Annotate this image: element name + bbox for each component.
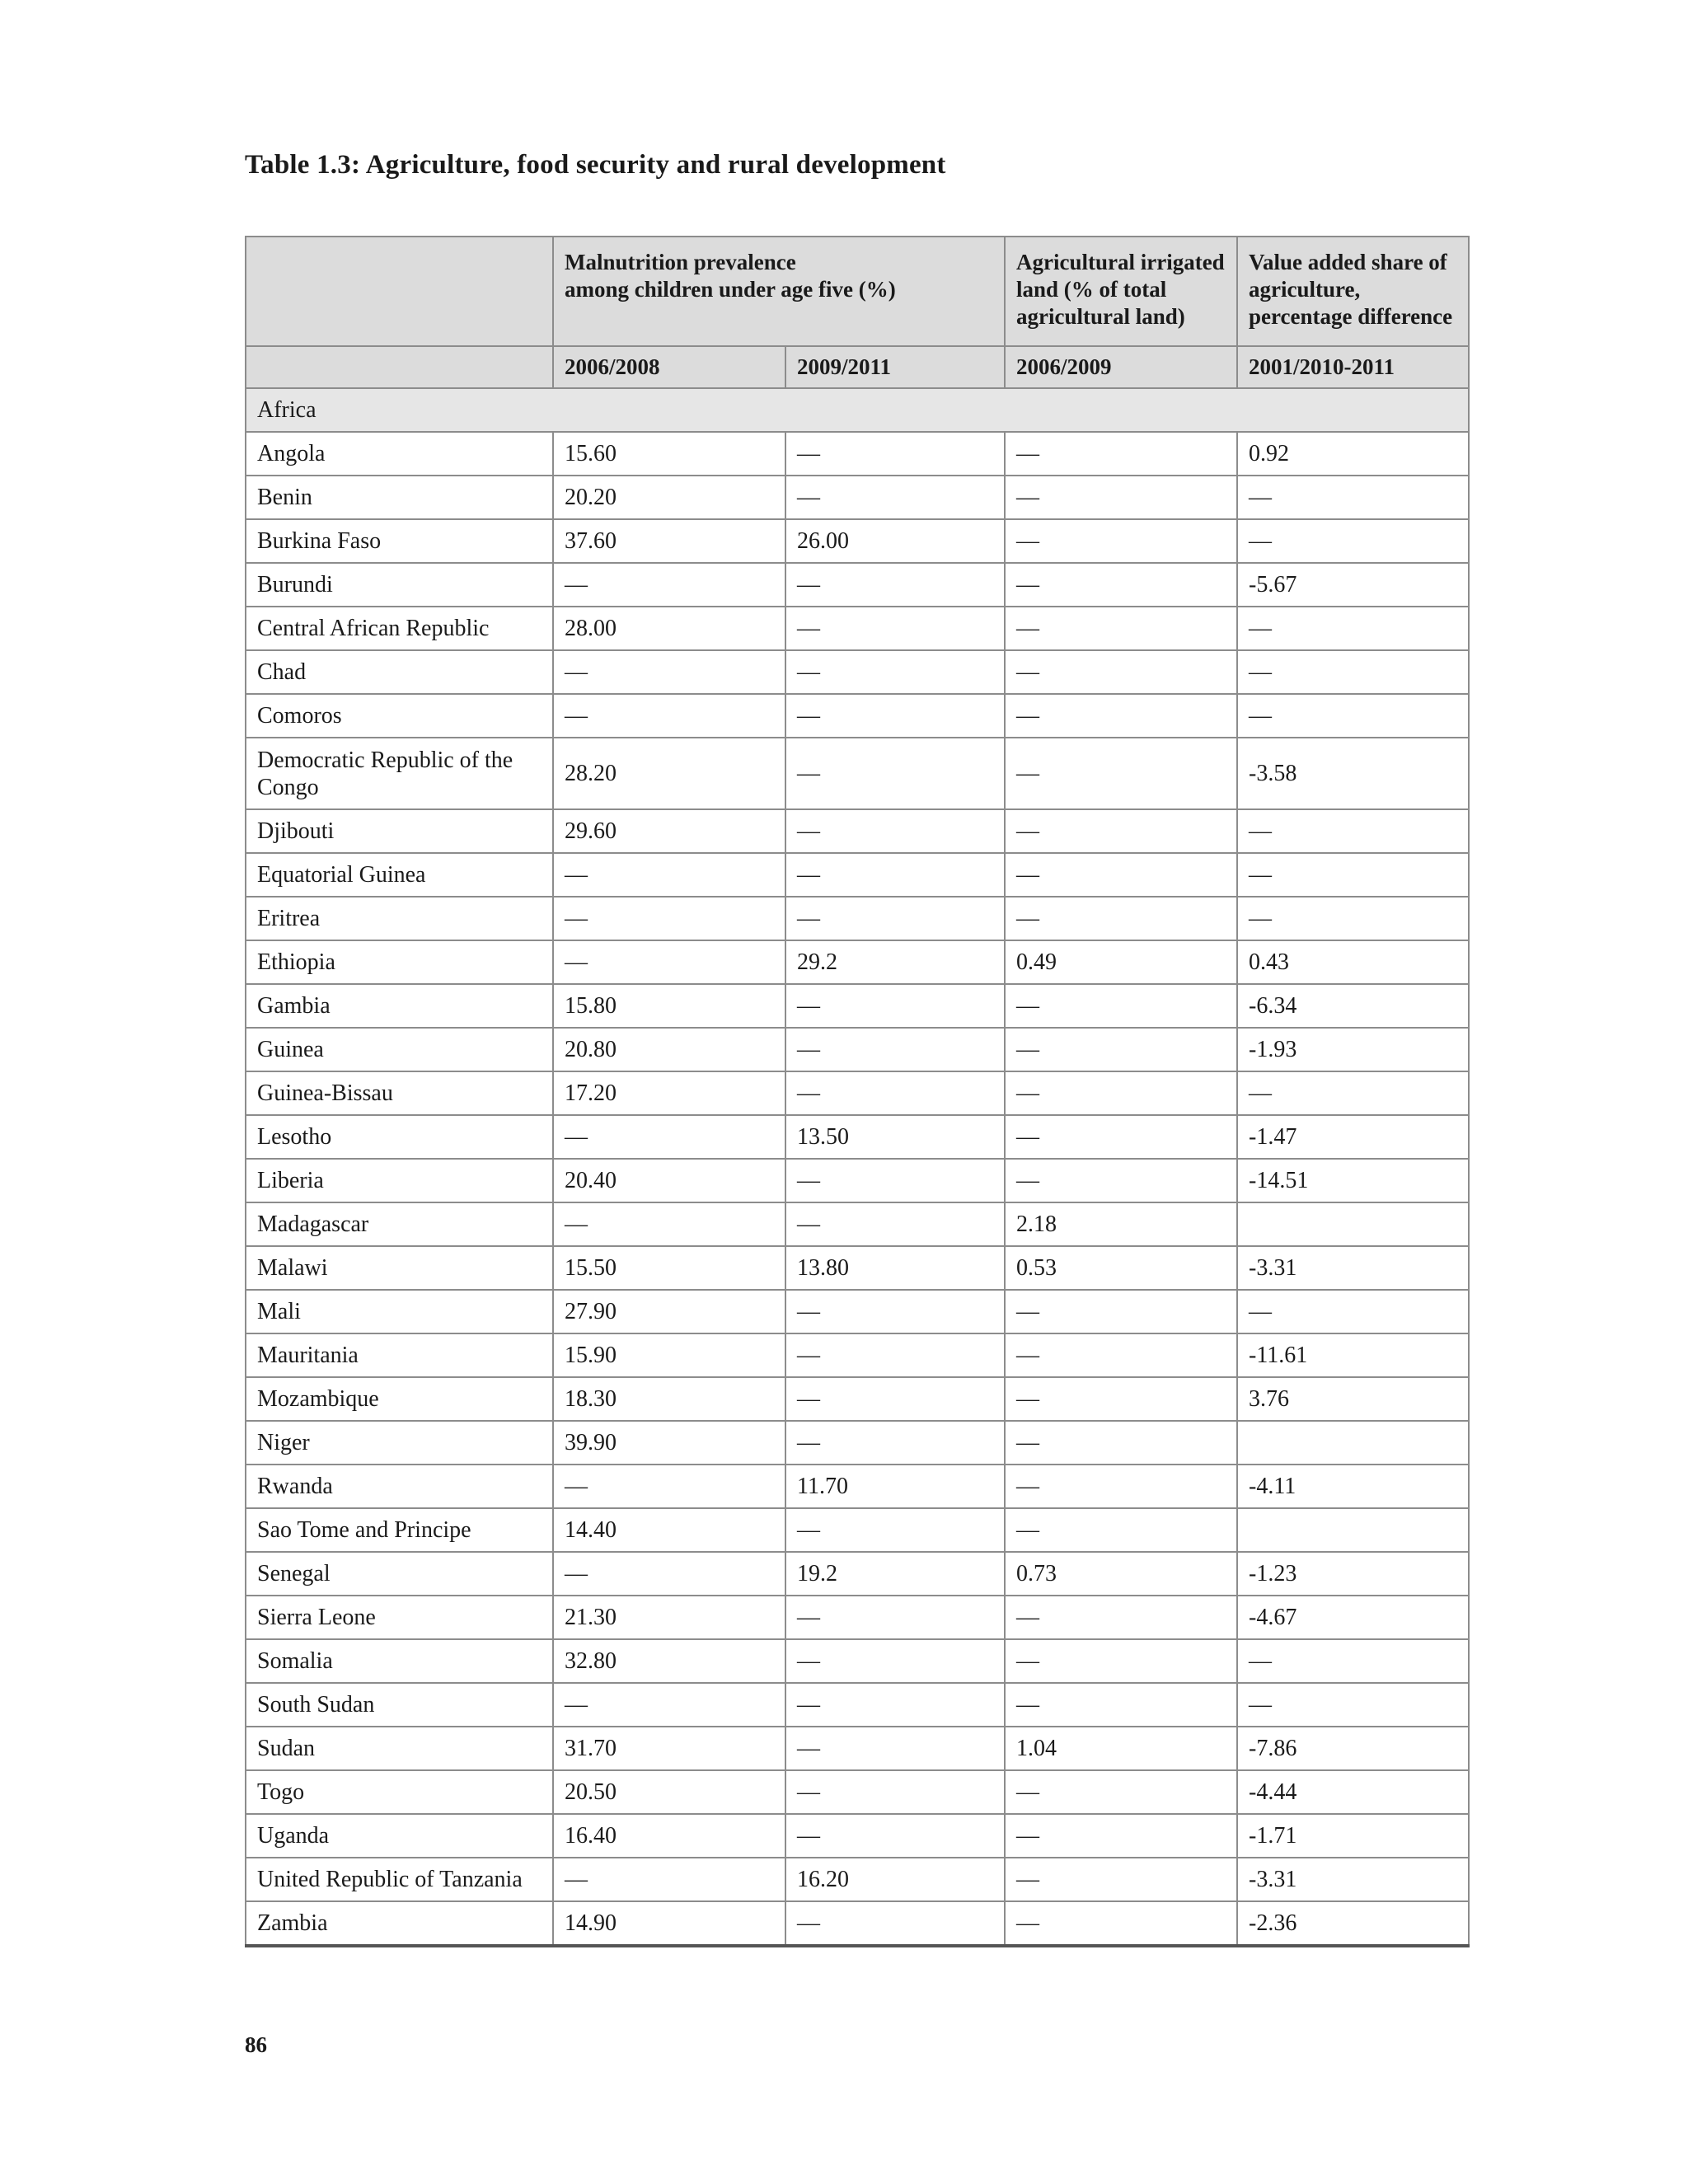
- value-cell: 13.50: [785, 1115, 1005, 1159]
- country-cell: Senegal: [246, 1552, 553, 1596]
- country-cell: Burkina Faso: [246, 519, 553, 563]
- table-row: [246, 1683, 1469, 1727]
- value-cell: -7.86: [1237, 1727, 1469, 1770]
- value-cell: —: [1005, 738, 1237, 809]
- table-row: [246, 809, 1469, 853]
- value-cell: —: [1005, 1901, 1237, 1946]
- country-cell: Somalia: [246, 1639, 553, 1683]
- value-cell: —: [1005, 1159, 1237, 1202]
- table-row: [246, 1552, 1469, 1596]
- country-cell: Lesotho: [246, 1115, 553, 1159]
- value-cell: —: [1005, 897, 1237, 940]
- value-cell: —: [785, 1071, 1005, 1115]
- table-row: [246, 1071, 1469, 1115]
- data-table: [245, 236, 1470, 1947]
- value-cell: —: [1005, 1028, 1237, 1071]
- value-cell: 29.60: [553, 809, 785, 853]
- table-row: [246, 1596, 1469, 1639]
- table-row: [246, 1858, 1469, 1901]
- country-cell: Sudan: [246, 1727, 553, 1770]
- table-row: [246, 897, 1469, 940]
- value-cell: 31.70: [553, 1727, 785, 1770]
- value-cell: —: [785, 1727, 1005, 1770]
- country-cell: Eritrea: [246, 897, 553, 940]
- value-cell: -11.61: [1237, 1333, 1469, 1377]
- value-cell: -14.51: [1237, 1159, 1469, 1202]
- value-cell: 27.90: [553, 1290, 785, 1333]
- country-cell: United Republic of Tanzania: [246, 1858, 553, 1901]
- value-cell: 20.40: [553, 1159, 785, 1202]
- table-row: [246, 607, 1469, 650]
- value-cell: 26.00: [785, 519, 1005, 563]
- value-cell: —: [1005, 1770, 1237, 1814]
- table-row: [246, 1465, 1469, 1508]
- value-cell: —: [785, 1814, 1005, 1858]
- table-row: [246, 1421, 1469, 1465]
- table-row: [246, 1115, 1469, 1159]
- value-cell: —: [1237, 1639, 1469, 1683]
- value-cell: 15.50: [553, 1246, 785, 1290]
- value-cell: -3.31: [1237, 1246, 1469, 1290]
- country-cell: Madagascar: [246, 1202, 553, 1246]
- table-row: [246, 476, 1469, 519]
- value-cell: —: [785, 1770, 1005, 1814]
- value-cell: —: [785, 476, 1005, 519]
- value-cell: —: [1005, 1290, 1237, 1333]
- value-cell: 18.30: [553, 1377, 785, 1421]
- country-cell: Burundi: [246, 563, 553, 607]
- year-empty-cell: [246, 346, 553, 388]
- value-cell: 15.90: [553, 1333, 785, 1377]
- value-cell: —: [1005, 519, 1237, 563]
- value-cell: 20.20: [553, 476, 785, 519]
- page-title: Table 1.3: Agriculture, food security and rural development: [245, 150, 946, 180]
- value-cell: —: [1005, 984, 1237, 1028]
- value-cell: -1.71: [1237, 1814, 1469, 1858]
- value-cell: —: [1005, 650, 1237, 694]
- country-cell: Liberia: [246, 1159, 553, 1202]
- value-cell: 14.90: [553, 1901, 785, 1946]
- value-cell: 0.73: [1005, 1552, 1237, 1596]
- value-cell: 14.40: [553, 1508, 785, 1552]
- value-cell: —: [1005, 1465, 1237, 1508]
- country-cell: Equatorial Guinea: [246, 853, 553, 897]
- table-row: [246, 1333, 1469, 1377]
- value-cell: —: [785, 1028, 1005, 1071]
- value-cell: —: [1237, 650, 1469, 694]
- value-cell: —: [1005, 563, 1237, 607]
- country-cell: Guinea-Bissau: [246, 1071, 553, 1115]
- value-cell: 39.90: [553, 1421, 785, 1465]
- table-row: [246, 563, 1469, 607]
- value-cell: —: [785, 738, 1005, 809]
- value-cell: —: [785, 1377, 1005, 1421]
- value-cell: —: [1005, 809, 1237, 853]
- value-cell: —: [1005, 1508, 1237, 1552]
- header-value-added: Value added share of agriculture, percentage difference: [1237, 237, 1469, 346]
- value-cell: 15.60: [553, 432, 785, 476]
- value-cell: —: [1005, 1858, 1237, 1901]
- country-cell: Mauritania: [246, 1333, 553, 1377]
- value-cell: 15.80: [553, 984, 785, 1028]
- table-row: [246, 1159, 1469, 1202]
- value-cell: —: [1237, 476, 1469, 519]
- table-row: [246, 1814, 1469, 1858]
- value-cell: —: [785, 984, 1005, 1028]
- table-row: [246, 432, 1469, 476]
- value-cell: 11.70: [785, 1465, 1005, 1508]
- country-cell: Democratic Republic of the Congo: [246, 738, 553, 809]
- value-cell: 0.53: [1005, 1246, 1237, 1290]
- year-header: 2006/2008: [553, 346, 785, 388]
- country-cell: Benin: [246, 476, 553, 519]
- value-cell: —: [785, 694, 1005, 738]
- country-cell: Angola: [246, 432, 553, 476]
- value-cell: —: [1237, 519, 1469, 563]
- region-row: [246, 388, 1469, 432]
- value-cell: 2.18: [1005, 1202, 1237, 1246]
- value-cell: 0.92: [1237, 432, 1469, 476]
- value-cell: —: [1005, 1683, 1237, 1727]
- value-cell: 28.20: [553, 738, 785, 809]
- value-cell: —: [785, 1333, 1005, 1377]
- table-row: [246, 1290, 1469, 1333]
- value-cell: —: [1005, 1596, 1237, 1639]
- value-cell: —: [785, 897, 1005, 940]
- table-row: [246, 1028, 1469, 1071]
- value-cell: —: [785, 1421, 1005, 1465]
- table-row: [246, 1246, 1469, 1290]
- year-header: 2009/2011: [785, 346, 1005, 388]
- value-cell: —: [1005, 1421, 1237, 1465]
- header-malnutrition: Malnutrition prevalence among children under age five (%): [553, 237, 1005, 346]
- table-row: [246, 650, 1469, 694]
- region-label: Africa: [246, 388, 1469, 432]
- country-cell: South Sudan: [246, 1683, 553, 1727]
- value-cell: 20.80: [553, 1028, 785, 1071]
- table-row: [246, 984, 1469, 1028]
- country-cell: Comoros: [246, 694, 553, 738]
- year-header: 2006/2009: [1005, 346, 1237, 388]
- value-cell: —: [1005, 1333, 1237, 1377]
- value-cell: —: [553, 1552, 785, 1596]
- header-empty-cell: [246, 237, 553, 346]
- year-header: 2001/2010-2011: [1237, 346, 1469, 388]
- value-cell: 21.30: [553, 1596, 785, 1639]
- country-cell: Malawi: [246, 1246, 553, 1290]
- value-cell: —: [785, 607, 1005, 650]
- value-cell: 20.50: [553, 1770, 785, 1814]
- table-row: [246, 1202, 1469, 1246]
- value-cell: —: [1005, 853, 1237, 897]
- country-cell: Zambia: [246, 1901, 553, 1946]
- table-row: [246, 519, 1469, 563]
- value-cell: -5.67: [1237, 563, 1469, 607]
- value-cell: —: [553, 1115, 785, 1159]
- country-cell: Togo: [246, 1770, 553, 1814]
- value-cell: —: [1237, 897, 1469, 940]
- value-cell: —: [553, 1465, 785, 1508]
- table-row: [246, 1901, 1469, 1946]
- value-cell: 1.04: [1005, 1727, 1237, 1770]
- value-cell: —: [1237, 1683, 1469, 1727]
- value-cell: —: [553, 897, 785, 940]
- value-cell: 28.00: [553, 607, 785, 650]
- value-cell: 16.40: [553, 1814, 785, 1858]
- value-cell: —: [553, 1683, 785, 1727]
- value-cell: —: [1237, 607, 1469, 650]
- value-cell: 37.60: [553, 519, 785, 563]
- table-row: [246, 1727, 1469, 1770]
- value-cell: —: [1005, 1071, 1237, 1115]
- country-cell: Djibouti: [246, 809, 553, 853]
- value-cell: 17.20: [553, 1071, 785, 1115]
- value-cell: 0.49: [1005, 940, 1237, 984]
- value-cell: -2.36: [1237, 1901, 1469, 1946]
- value-cell: -1.23: [1237, 1552, 1469, 1596]
- country-cell: Ethiopia: [246, 940, 553, 984]
- value-cell: -1.93: [1237, 1028, 1469, 1071]
- country-cell: Niger: [246, 1421, 553, 1465]
- table-row: [246, 853, 1469, 897]
- value-cell: 13.80: [785, 1246, 1005, 1290]
- value-cell: -6.34: [1237, 984, 1469, 1028]
- value-cell: -3.31: [1237, 1858, 1469, 1901]
- value-cell: 19.2: [785, 1552, 1005, 1596]
- country-cell: Central African Republic: [246, 607, 553, 650]
- value-cell: —: [785, 650, 1005, 694]
- country-cell: Uganda: [246, 1814, 553, 1858]
- table-row: [246, 1508, 1469, 1552]
- value-cell: [1237, 1508, 1469, 1552]
- value-cell: —: [553, 1858, 785, 1901]
- value-cell: -4.67: [1237, 1596, 1469, 1639]
- value-cell: -4.44: [1237, 1770, 1469, 1814]
- value-cell: —: [1005, 432, 1237, 476]
- value-cell: —: [553, 940, 785, 984]
- value-cell: 16.20: [785, 1858, 1005, 1901]
- value-cell: —: [785, 853, 1005, 897]
- country-cell: Chad: [246, 650, 553, 694]
- value-cell: 0.43: [1237, 940, 1469, 984]
- value-cell: —: [1237, 1071, 1469, 1115]
- country-cell: Rwanda: [246, 1465, 553, 1508]
- value-cell: —: [785, 563, 1005, 607]
- value-cell: —: [553, 694, 785, 738]
- value-cell: [1237, 1421, 1469, 1465]
- value-cell: [1237, 1202, 1469, 1246]
- value-cell: 3.76: [1237, 1377, 1469, 1421]
- value-cell: —: [785, 1901, 1005, 1946]
- country-cell: Mali: [246, 1290, 553, 1333]
- table-body: [246, 388, 1469, 1946]
- country-cell: Guinea: [246, 1028, 553, 1071]
- value-cell: —: [1005, 1377, 1237, 1421]
- value-cell: —: [553, 650, 785, 694]
- value-cell: —: [785, 1508, 1005, 1552]
- value-cell: —: [553, 853, 785, 897]
- value-cell: —: [1237, 809, 1469, 853]
- country-cell: Sierra Leone: [246, 1596, 553, 1639]
- table-row: [246, 940, 1469, 984]
- value-cell: —: [785, 1683, 1005, 1727]
- header-row: [246, 237, 1469, 346]
- value-cell: —: [785, 809, 1005, 853]
- value-cell: —: [1005, 694, 1237, 738]
- value-cell: —: [1005, 1814, 1237, 1858]
- table-row: [246, 1377, 1469, 1421]
- country-cell: Gambia: [246, 984, 553, 1028]
- value-cell: —: [1237, 1290, 1469, 1333]
- value-cell: —: [785, 432, 1005, 476]
- country-cell: Mozambique: [246, 1377, 553, 1421]
- value-cell: —: [785, 1202, 1005, 1246]
- value-cell: 29.2: [785, 940, 1005, 984]
- value-cell: —: [785, 1290, 1005, 1333]
- value-cell: —: [785, 1159, 1005, 1202]
- page-number: 86: [245, 2032, 267, 2057]
- value-cell: -1.47: [1237, 1115, 1469, 1159]
- value-cell: 32.80: [553, 1639, 785, 1683]
- value-cell: -3.58: [1237, 738, 1469, 809]
- value-cell: —: [1237, 694, 1469, 738]
- value-cell: -4.11: [1237, 1465, 1469, 1508]
- value-cell: —: [785, 1596, 1005, 1639]
- table-row: [246, 738, 1469, 809]
- value-cell: —: [553, 1202, 785, 1246]
- value-cell: —: [1237, 853, 1469, 897]
- country-cell: Sao Tome and Principe: [246, 1508, 553, 1552]
- value-cell: —: [553, 563, 785, 607]
- table-row: [246, 1639, 1469, 1683]
- year-row: [246, 346, 1469, 388]
- header-irrigated-land: Agricultural irrigated land (% of total agricultural land): [1005, 237, 1237, 346]
- value-cell: —: [1005, 1115, 1237, 1159]
- value-cell: —: [1005, 607, 1237, 650]
- table-row: [246, 694, 1469, 738]
- value-cell: —: [1005, 1639, 1237, 1683]
- value-cell: —: [785, 1639, 1005, 1683]
- table-row: [246, 1770, 1469, 1814]
- value-cell: —: [1005, 476, 1237, 519]
